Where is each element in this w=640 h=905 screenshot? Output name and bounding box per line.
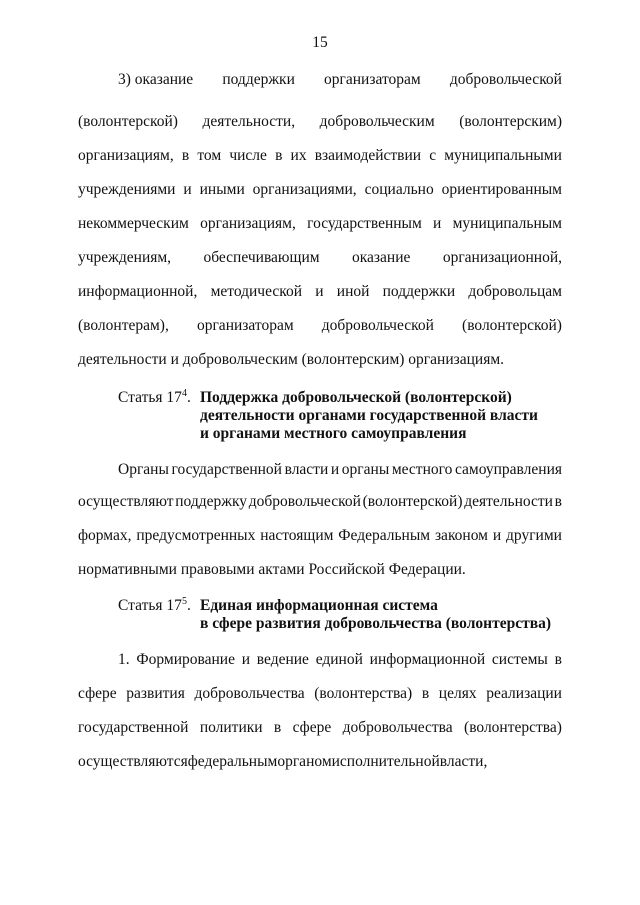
word: организациями, [252,181,357,198]
word: и [492,527,502,544]
word: поддержки [382,283,456,300]
word: в [421,685,430,702]
word: предусмотренных [136,527,256,544]
word: взаимодействии [314,147,422,164]
word: исполнительной [331,753,440,770]
word: и [241,651,251,668]
word: другими [506,527,562,544]
word: (волонтерским) [459,113,562,130]
text-line [78,282,562,302]
word: добровольцам [468,283,562,300]
word: деятельности, [202,113,296,130]
word: информационной [369,651,486,668]
word: настоящим [260,527,334,544]
word: муниципальным [452,215,562,232]
word: добровольческой [248,493,361,510]
word: методической [210,283,303,300]
word: иными [199,181,245,198]
word: некоммерческим [78,215,189,232]
word: и [315,283,324,300]
word: власти [284,461,329,478]
text-line [78,316,562,336]
word: государственной [171,461,282,478]
word: государственным [307,215,422,232]
word: организаторам [196,317,294,334]
word: единой [315,651,363,668]
word: информационной, [78,283,198,300]
word: (волонтерской) [462,317,562,334]
word: организациям, [200,215,296,232]
text-line [78,492,562,512]
text-line [78,684,562,704]
word: 1. [118,651,130,668]
word: развития [126,685,185,702]
article-title-line: Поддержка добровольческой (волонтерской) [200,389,512,406]
text-line [78,248,562,268]
word: законом [434,527,488,544]
word: поддержку [175,493,248,510]
word: в [554,651,562,668]
word: обеспечивающим [203,249,320,266]
word: органом [277,753,332,770]
page-number: 15 [312,34,328,51]
text-line [78,752,562,772]
word: добровольческим [319,113,435,130]
word: с [429,147,437,164]
word: учреждениями [78,181,176,198]
word: власти, [439,753,488,770]
word: организационной, [442,249,562,266]
word: осуществляют [78,493,174,510]
word: том [197,147,222,164]
text-line [78,180,562,200]
word: ориентированным [441,181,562,198]
text-line [78,526,562,546]
word: (волонтерской) [78,113,178,130]
word: целях [438,685,477,702]
word: муниципальными [444,147,562,164]
word: в [275,147,283,164]
word: реализации [486,685,562,702]
word: и [433,215,442,232]
word: формах, [78,527,132,544]
word: учреждениям, [78,249,172,266]
article-title-line: в сфере развития добровольчества (волонтерства) [200,615,551,632]
word: в [554,493,562,510]
word: социально [364,181,434,198]
text-line [78,718,562,738]
text-line [78,350,562,370]
text-line [118,650,562,670]
word: органы [341,461,390,478]
article-title-line: Единая информационная система [200,597,438,614]
word: добровольчества [342,719,453,736]
word: 3) оказание [118,71,194,88]
text-line [78,214,562,234]
word: и [330,461,340,478]
word: осуществляются [78,753,188,770]
word: организациям, [78,147,174,164]
text-line [78,112,562,132]
word: Формирование [136,651,235,668]
word: (волонтерской) [362,493,463,510]
word: поддержки [222,71,295,88]
word: местного [391,461,453,478]
word: федеральным [187,753,278,770]
word: добровольчества [194,685,305,702]
text-line [118,70,562,90]
word: оказание [351,249,411,266]
word: (волонтерам), [78,317,169,334]
word: деятельности [464,493,553,510]
word: сфере [78,685,117,702]
word: (волонтерства) [314,685,413,702]
word: организаторам [324,71,421,88]
text-line [78,560,562,580]
text-line [78,146,562,166]
word: самоуправления [454,461,562,478]
word: системы [491,651,548,668]
word: числе [229,147,267,164]
article-17-5-label: Статья $17^5$. [118,595,191,614]
word: Федеральным [338,527,431,544]
word: сфере [292,719,332,736]
text-line [118,460,562,480]
word: добровольческой [449,71,562,88]
article-title-line: и органами местного самоуправления [200,425,467,442]
article-17-4-label: Статья $17^4$. [118,387,191,406]
word: государственной [78,719,189,736]
word: Органы [118,461,169,478]
word: (волонтерства) [464,719,562,736]
word: в [181,147,190,164]
word: в [273,719,282,736]
word: их [290,147,307,164]
word: и [183,181,192,198]
article-title-line: деятельности органами государственной власти [200,407,538,424]
word: добровольческой [321,317,434,334]
word: нормативными правовыми актами Российской Федерации. [78,561,466,578]
word: ведение [256,651,309,668]
word: деятельности и добровольческим (волонтерским) организациям. [78,351,505,368]
word: политики [199,719,263,736]
word: иной [336,283,370,300]
